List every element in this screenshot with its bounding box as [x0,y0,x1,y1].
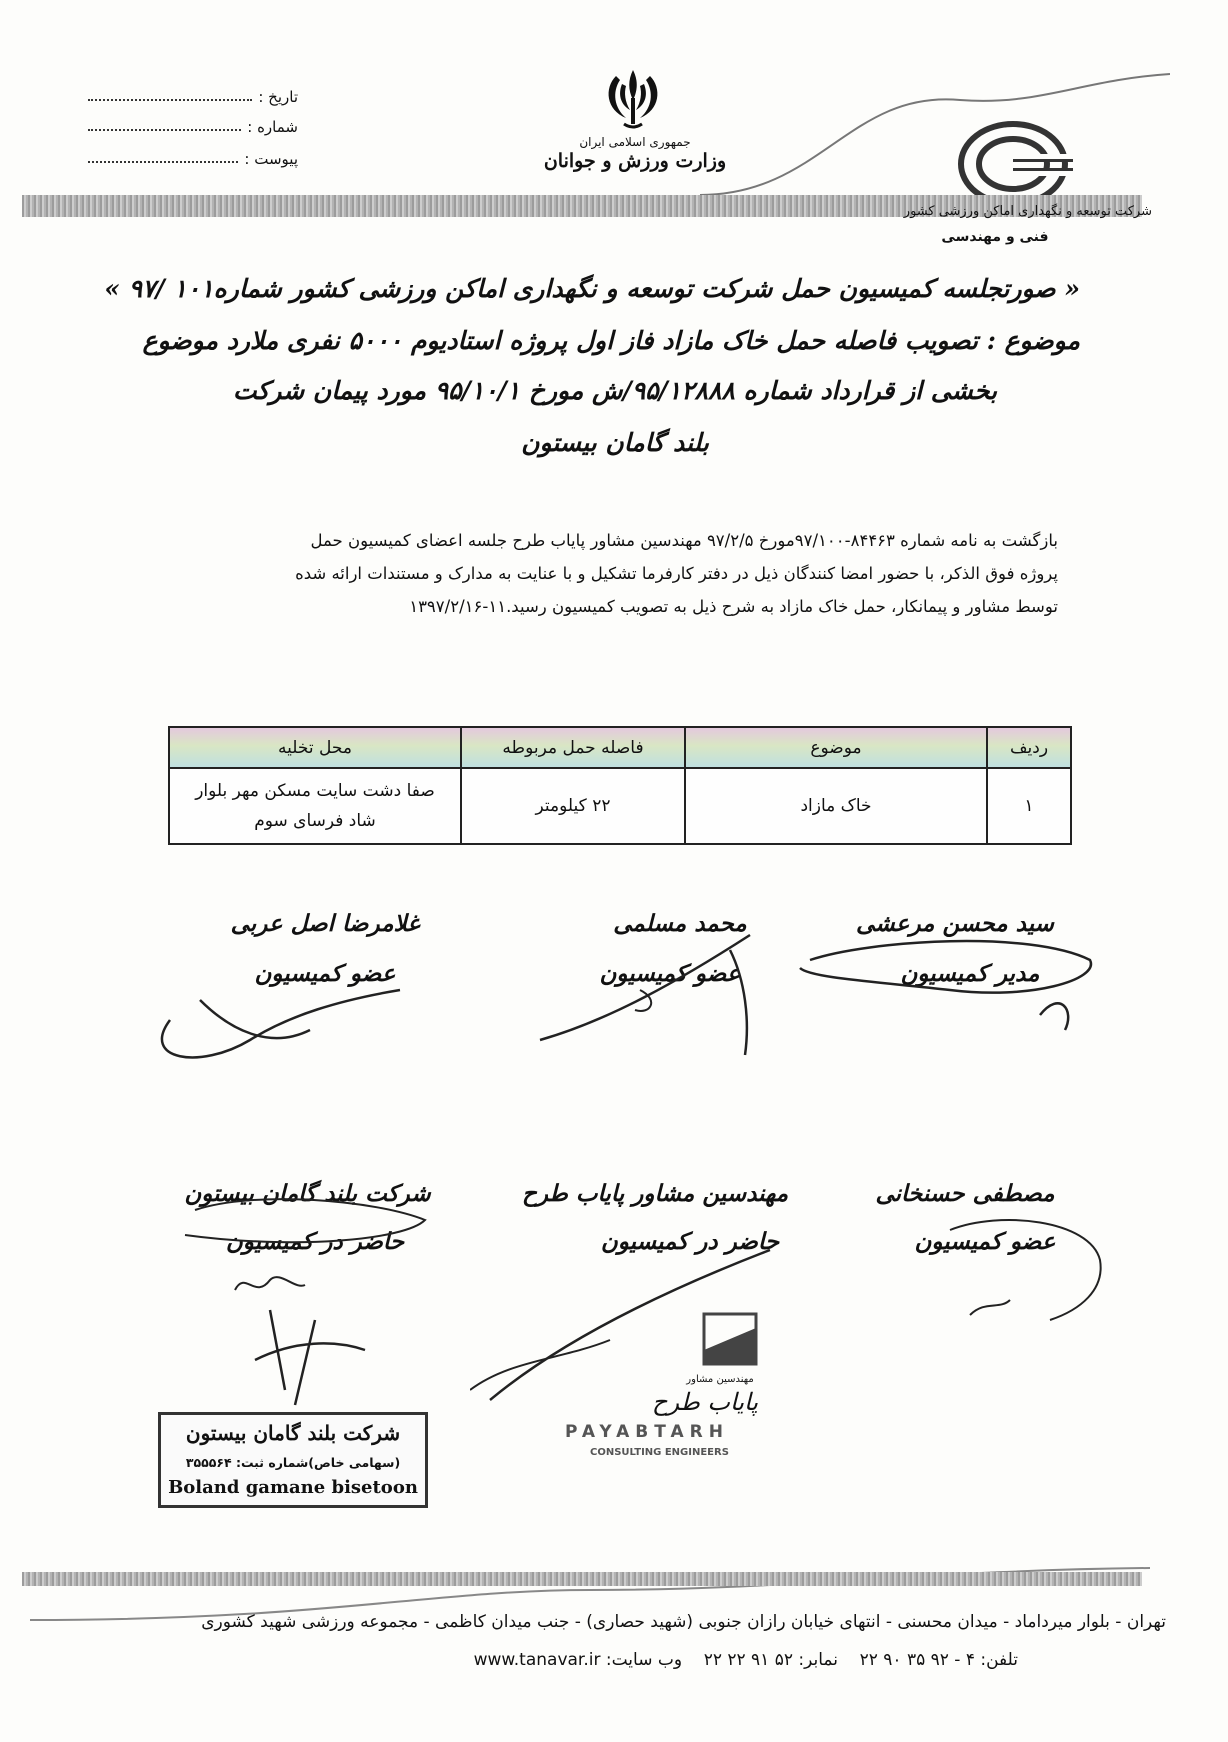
meta-number [88,110,298,136]
footer-address: تهران - بلوار میرداماد - میدان محسنی - انتهای خیابان رازان جنوبی (شهید حصاری) - جنب میدان کاظمی - مجموعه ورزشی شهید کشوری [201,1612,1166,1632]
signature-4-scribble [940,1200,1120,1330]
footer-fax: نمابر: ۵۲ ۹۱ ۲۲ ۲۲ [703,1650,838,1670]
meta-attachment [88,142,298,168]
signatory-6-role: حاضر در کمیسیون [225,1228,405,1255]
col-header-subject: موضوع [685,727,987,768]
number-label: شماره : [247,118,298,136]
col-header-disposal: محل تخلیه [169,727,461,768]
col-header-distance: فاصله حمل مربوطه [461,727,685,768]
body-paragraph [168,524,1058,623]
footer-website-link[interactable]: www.tanavar.ir [473,1650,601,1670]
table-header-row [169,727,1071,768]
signature-6-scribble [175,1190,445,1420]
contractor-stamp [158,1412,428,1508]
haul-distance-table [168,726,1072,845]
cell-disposal-line1: صفا دشت سایت مسکن مهر بلوار [195,781,435,801]
col-header-row: ردیف [987,727,1071,768]
footer-contact [474,1650,1018,1670]
signatory-5-role: حاضر در کمیسیون [600,1228,780,1255]
signatory-2-role: عضو کمیسیون [599,960,741,987]
consultant-stamp-en: PAYABTARH [565,1422,729,1442]
date-label: تاریخ : [258,88,298,106]
table-row [169,768,1071,844]
body-line-1: بازگشت به نامه شماره ۸۴۴۶۳-۹۷/۱۰۰مورخ ۹۷/۲/۵ مهندسین مشاور پایاب طرح جلسه اعضای کمیسیون حمل [310,531,1058,550]
cell-disposal [169,768,461,844]
contractor-stamp-reg: (سهامی خاص)شماره ثبت: ۳۵۵۵۶۴ [185,1455,401,1470]
signature-2-scribble [530,920,790,1060]
signatory-4-role: عضو کمیسیون [914,1228,1056,1255]
contractor-stamp-fa: شرکت بلند گامان بیستون [185,1421,401,1445]
ministry-name: وزارت ورزش و جوانان [543,150,727,172]
signature-1-scribble [790,920,1110,1040]
consultant-stamp-en2: CONSULTING ENGINEERS [590,1447,729,1458]
body-line-3: توسط مشاور و پیمانکار، حمل خاک مازاد به شرح ذیل به تصویب کمیسیون رسید.۱۱-۱۳۹۷/۲/۱۶ [409,597,1058,616]
consultant-stamp [560,1310,800,1470]
department-name: فنی و مهندسی [941,229,1049,245]
signatory-4-name: مصطفی حسنخانی [875,1180,1055,1207]
footer-phone: تلفن: ۴ - ۹۲ ۳۵ ۹۰ ۲۲ [859,1650,1018,1670]
header-curve [700,70,1170,200]
footer-band [22,1572,1142,1586]
title-line-1: « صورتجلسه کمیسیون حمل شرکت توسعه و نگهداری اماکن ورزشی کشور شماره۱۰۱ /۹۷ » [104,274,1080,303]
signatory-3-name: غلامرضا اصل عربی [230,910,420,937]
iran-emblem-icon [598,66,668,132]
title-line-4: بلند گامان بیستون [521,428,709,457]
signatory-3-role: عضو کمیسیون [254,960,396,987]
consultant-stamp-fa: پایاب طرح [651,1388,759,1416]
signatory-1-role: مدیر کمیسیون [900,960,1040,987]
signatory-6-name: شرکت بلند گامان بیستون [184,1180,431,1207]
cell-subject: خاک مازاد [685,768,987,844]
signatory-5-name: مهندسین مشاور پایاب طرح [521,1180,789,1207]
contractor-stamp-en: Boland gamane bisetoon [168,1477,418,1498]
cell-row-number: ۱ [987,768,1071,844]
signatory-1-name: سید محسن مرعشی [856,910,1054,937]
consultant-stamp-small: مهندسین مشاور [686,1374,754,1385]
company-name: شرکت توسعه و نگهداری اماکن ورزشی کشور [903,204,1152,219]
signature-3-scribble [140,960,440,1080]
footer-website-label: وب سایت: [605,1650,683,1670]
attachment-label: پیوست : [244,150,298,168]
body-line-2: پروژه فوق الذکر، با حضور امضا کنندگان ذیل در دفتر کارفرما تشکیل و با عنایت به مدارک و مستندات ارائه شده [295,564,1058,583]
title-line-2: موضوع : تصویب فاصله حمل خاک مازاد فاز اول پروژه استادیوم ۵۰۰۰ نفری ملارد موضوع [142,326,1080,355]
meta-date [88,80,298,106]
title-line-3: بخشی از قرارداد شماره ۹۵/۱۲۸۸۸/ش مورخ ۹۵/۱۰/۱ مورد پیمان شرکت [232,376,998,405]
cell-disposal-line2: شاد فرسای سوم [254,811,376,831]
emblem-caption: جمهوری اسلامی ایران [579,135,691,149]
signatory-2-name: محمد مسلمی [613,910,747,937]
cell-distance: ۲۲ کیلومتر [461,768,685,844]
consultant-logo-icon [700,1310,760,1368]
